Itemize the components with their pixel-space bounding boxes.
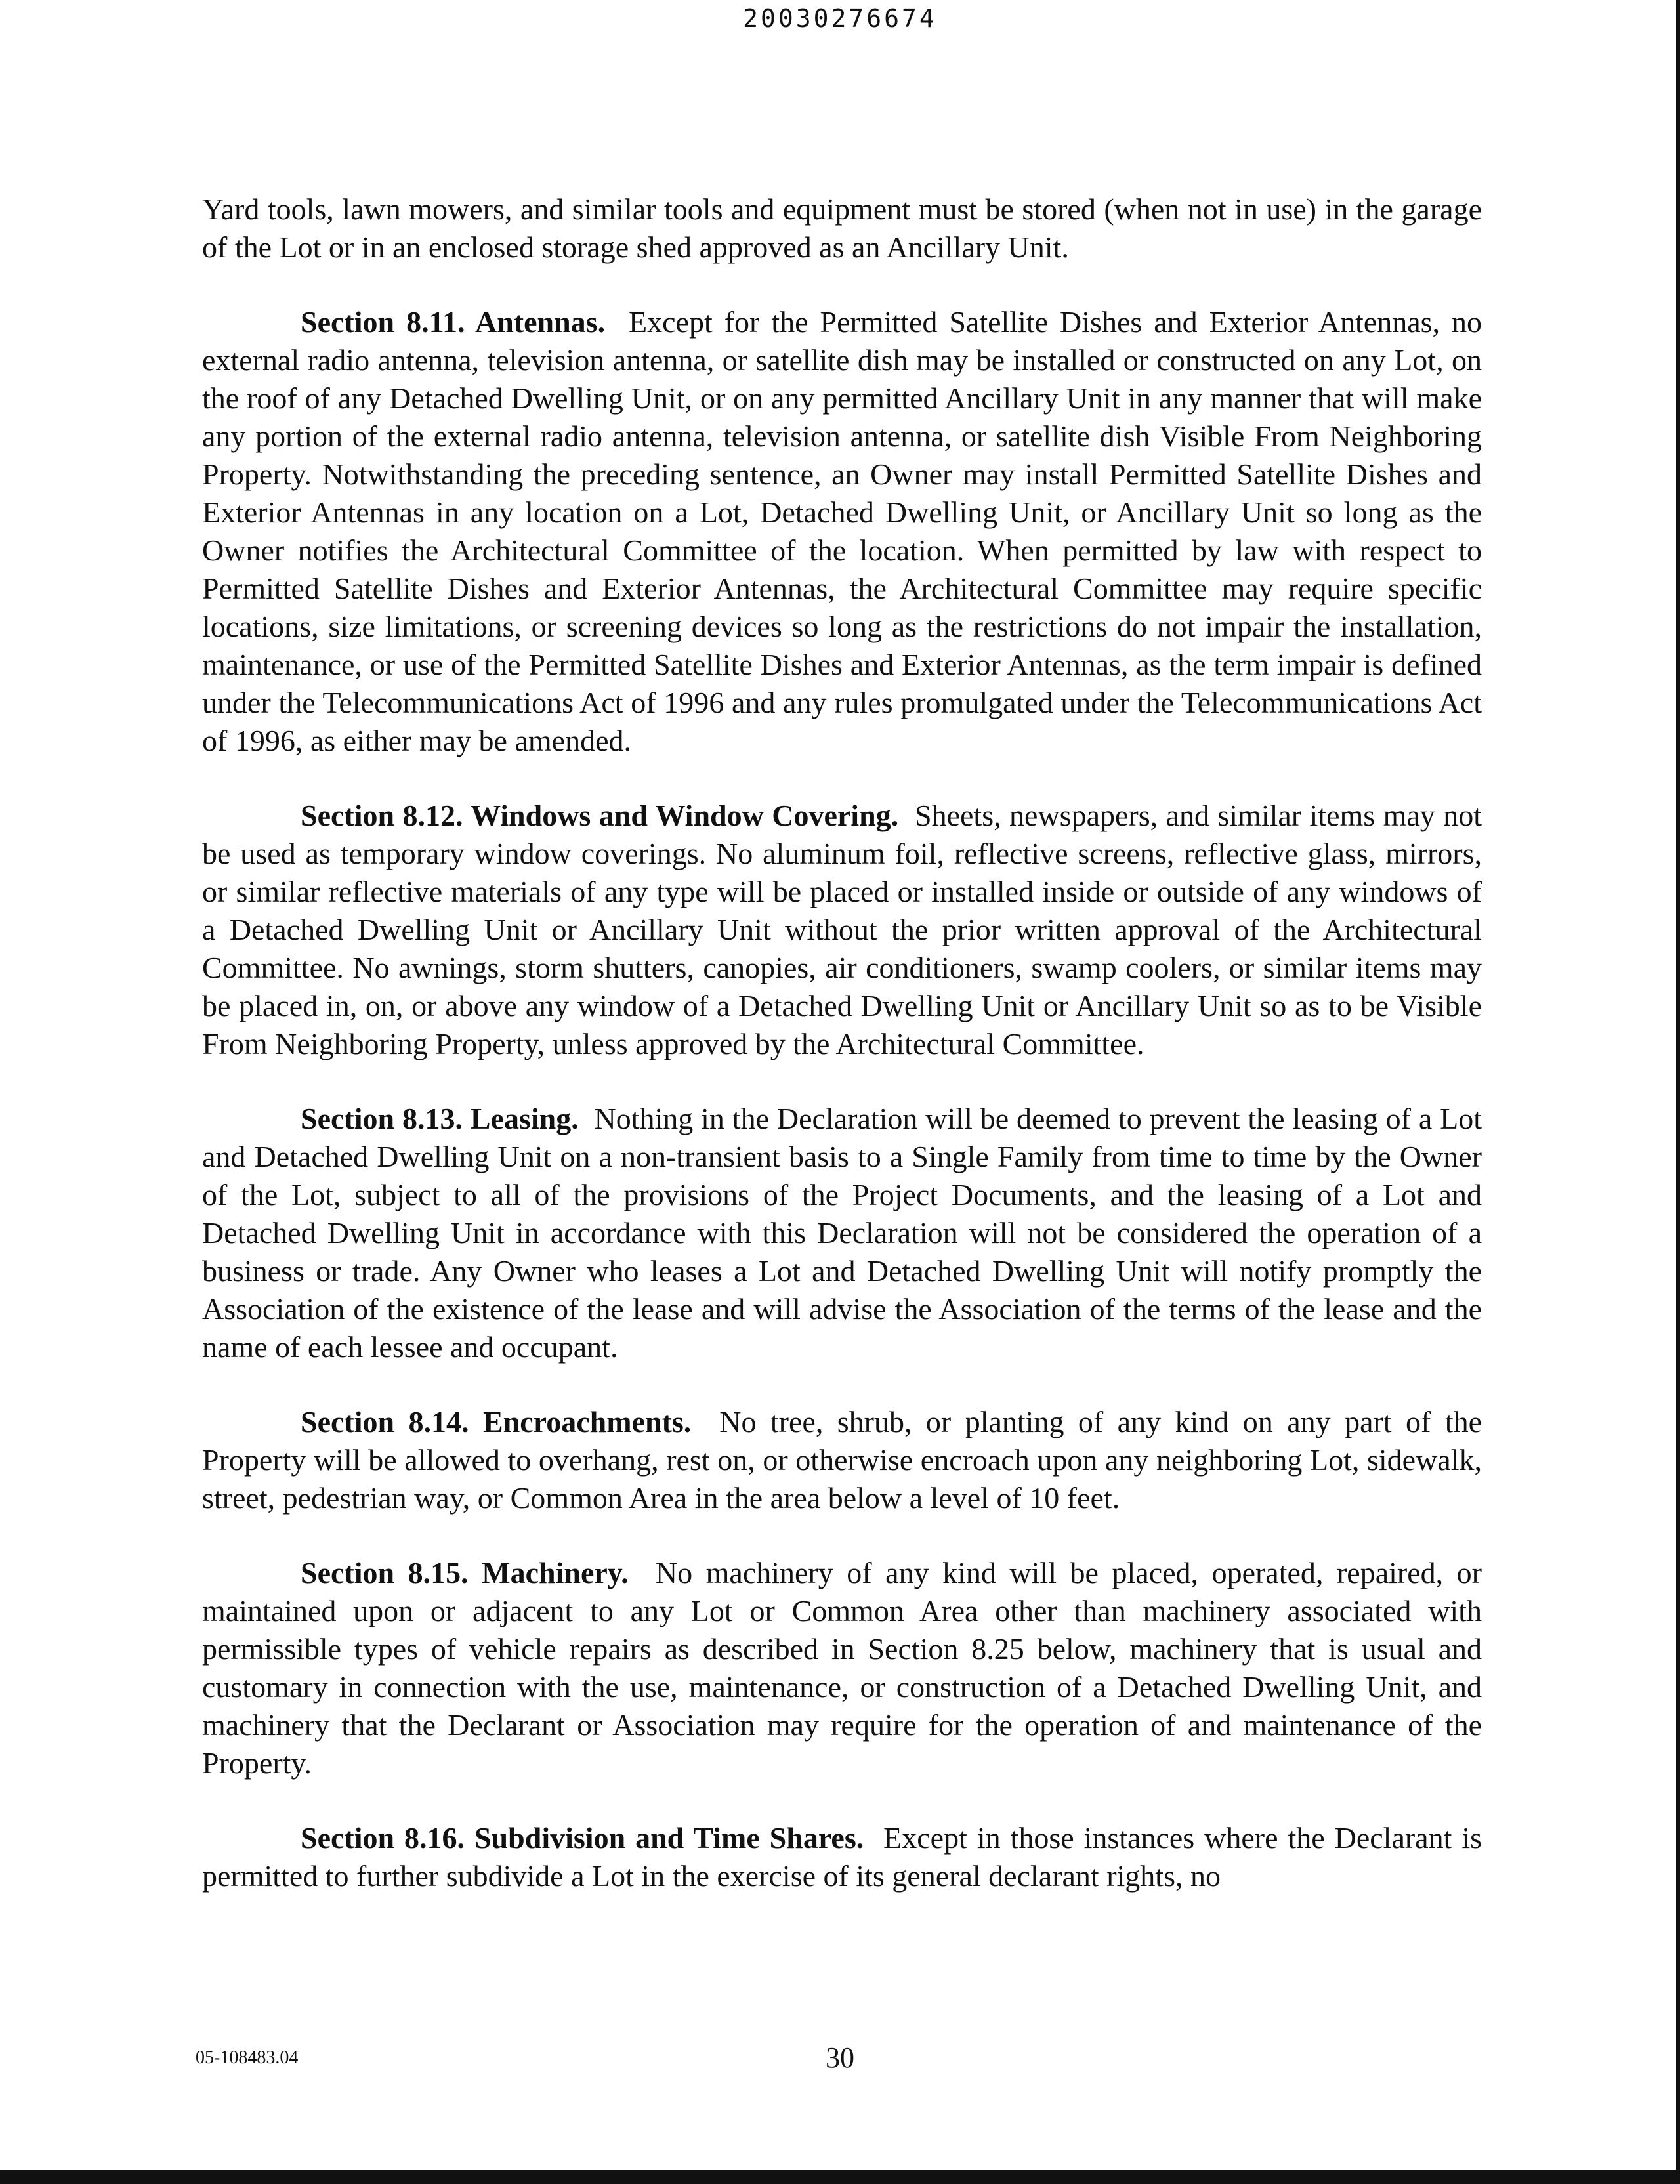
scan-edge-bottom — [0, 2170, 1680, 2184]
section-8-16 — [202, 1819, 1482, 1895]
section-heading: Section 8.16. Subdivision and Time Shares. — [301, 1821, 864, 1855]
section-text: No tree, shrub, or planting of any kind on any part of the Property will be allowed to overhang, rest on, or otherwise encroach upon any neighboring Lot, sidewalk, street, pedestrian way, or Common Area in the area below a level of 10 feet. — [202, 1405, 1482, 1515]
section-8-13 — [202, 1100, 1482, 1366]
section-heading: Section 8.11. Antennas. — [301, 305, 606, 339]
section-8-12 — [202, 797, 1482, 1063]
section-text: Except in those instances where the Declarant is permitted to further subdivide a Lot in the exercise of its general declarant rights, no — [202, 1821, 1482, 1893]
section-heading: Section 8.15. Machinery. — [301, 1556, 629, 1589]
footer-document-id: 05-108483.04 — [196, 2048, 299, 2068]
section-heading: Section 8.13. Leasing. — [301, 1102, 579, 1135]
page-number: 30 — [826, 2042, 854, 2074]
section-text: No machinery of any kind will be placed, operated, repaired, or maintained upon or adjacent to any Lot or Common Area other than machinery associated with permissible types of vehicle repairs as described in Section 8.25 below, machinery that is usual and customary in connection with the use, maintenance, or construction of a Detached Dwelling Unit, and machinery that the Declarant or Association may require for the operation of and maintenance of the Property. — [202, 1556, 1482, 1780]
paragraph-text: Yard tools, lawn mowers, and similar tools and equipment must be stored (when not in use) in the garage of the Lot or in an enclosed storage shed approved as an Ancillary Unit. — [202, 192, 1482, 264]
paragraph-yard-tools — [202, 190, 1482, 266]
document-body — [202, 190, 1482, 1932]
section-heading: Section 8.14. Encroachments. — [301, 1405, 692, 1438]
section-8-15 — [202, 1554, 1482, 1782]
section-heading: Section 8.12. Windows and Window Covering. — [301, 799, 899, 832]
scan-edge-right — [1676, 0, 1680, 2184]
recording-number: 20030276674 — [743, 4, 937, 33]
section-8-14 — [202, 1403, 1482, 1517]
section-text: Except for the Permitted Satellite Dishes and Exterior Antennas, no external radio antenna, television antenna, or satellite dish may be installed or constructed on any Lot, on the roof of any Detached Dwelling Unit, or on any permitted Ancillary Unit in any manner that will make any portion of the external radio antenna, television antenna, or satellite dish Visible From Neighboring Property. Notwithstanding the preceding sentence, an Owner may install Permitted Satellite Dishes and Exterior Antennas in any location on a Lot, Detached Dwelling Unit, or Ancillary Unit so long as the Owner notifies the Architectural Committee of the location. When permitted by law with respect to Permitted Satellite Dishes and Exterior Antennas, the Architectural Committee may require specific locations, size limitations, or screening devices so long as the restrictions do not impair the installation, maintenance, or use of the Permitted Satellite Dishes and Exterior Antennas, as the term impair is defined under the Telecommunications Act of 1996 and any rules promulgated under the Telecommunications Act of 1996, as either may be amended. — [202, 305, 1482, 757]
section-text: Sheets, newspapers, and similar items may not be used as temporary window coverings. No aluminum foil, reflective screens, reflective glass, mirrors, or similar reflective materials of any type will be placed or installed inside or outside of any windows of a Detached Dwelling Unit or Ancillary Unit without the prior written approval of the Architectural Committee. No awnings, storm shutters, canopies, air conditioners, swamp coolers, or similar items may be placed in, on, or above any window of a Detached Dwelling Unit or Ancillary Unit so as to be Visible From Neighboring Property, unless approved by the Architectural Committee. — [202, 799, 1482, 1060]
section-8-11 — [202, 303, 1482, 760]
section-text: Nothing in the Declaration will be deemed to prevent the leasing of a Lot and Detached Dwelling Unit on a non-transient basis to a Single Family from time to time by the Owner of the Lot, subject to all of the provisions of the Project Documents, and the leasing of a Lot and Detached Dwelling Unit in accordance with this Declaration will not be considered the operation of a business or trade. Any Owner who leases a Lot and Detached Dwelling Unit will notify promptly the Association of the existence of the lease and will advise the Association of the terms of the lease and the name of each lessee and occupant. — [202, 1102, 1482, 1364]
